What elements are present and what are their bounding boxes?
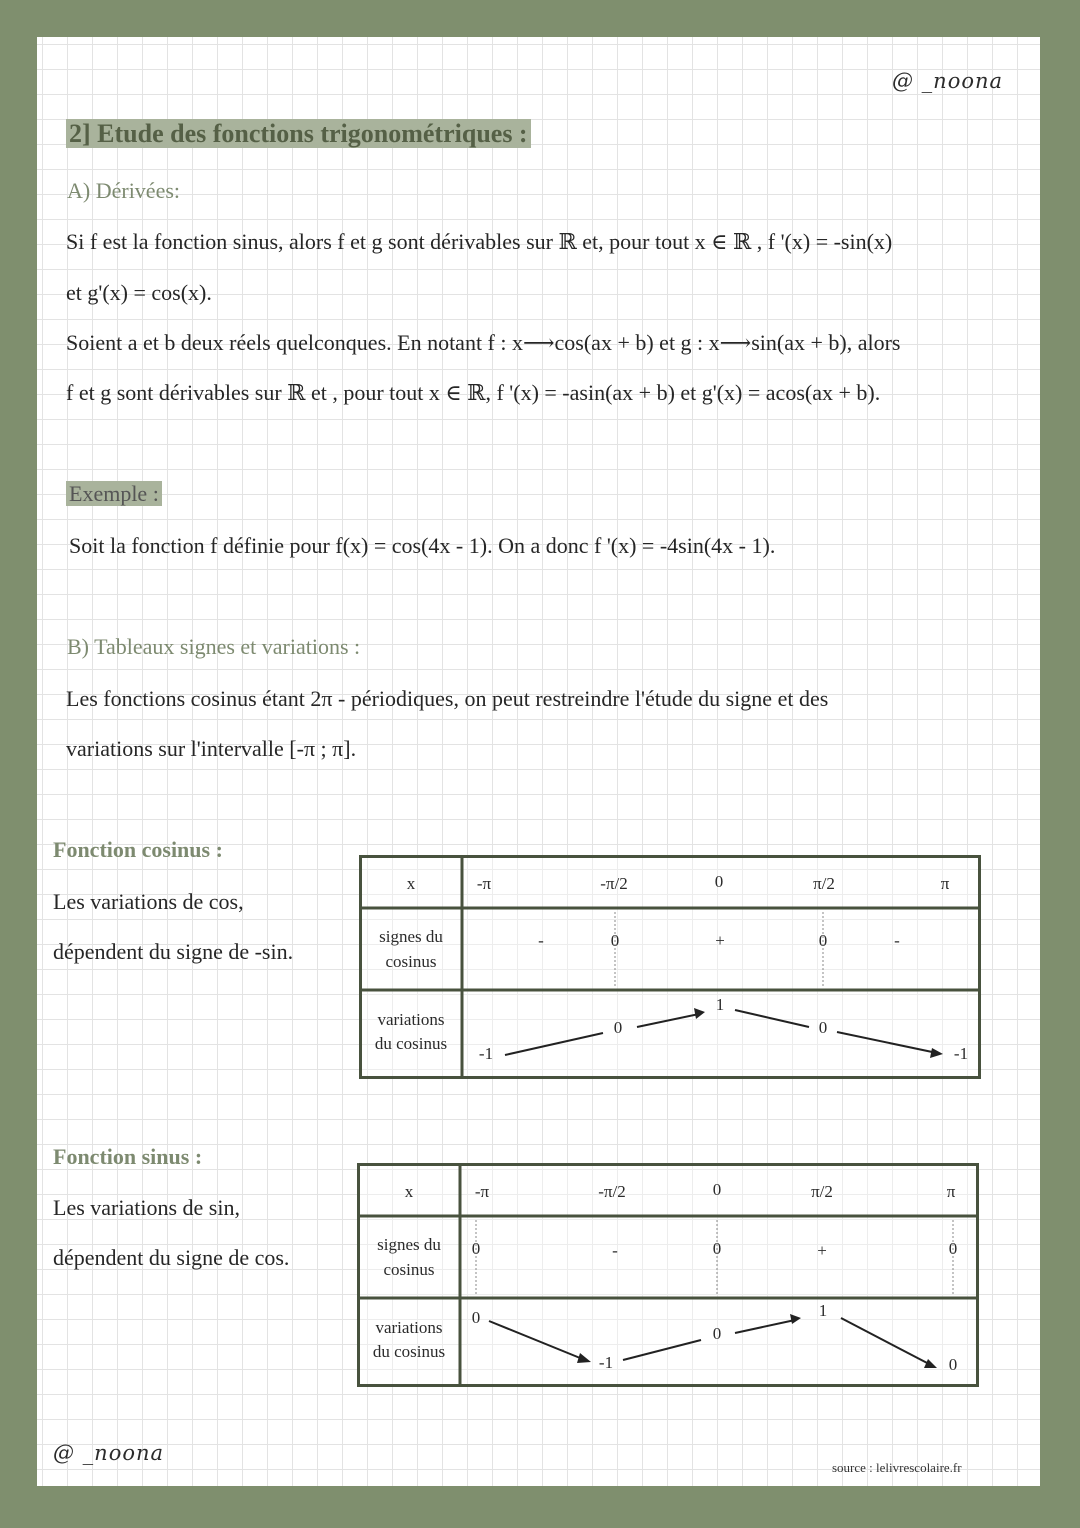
sin-x-value: 0 (712, 1180, 722, 1199)
tableaux-line-1: Les fonctions cosinus étant 2π - périodiques, on peut restreindre l'étude du signe et des (66, 686, 829, 711)
derivees-line-3: Soient a et b deux réels quelconques. En notant f : x⟶cos(ax + b) et g : x⟶sin(ax + b), alors (66, 330, 901, 355)
cos-var-value: 0 (818, 1018, 828, 1037)
sin-x-value: -π/2 (598, 1182, 626, 1201)
sin-var-value: 0 (948, 1355, 958, 1374)
sin-sign-label-2: cosinus (383, 1260, 435, 1279)
sinus-title: Fonction sinus : (53, 1144, 203, 1169)
cos-x-value: π/2 (813, 874, 835, 893)
source-credit: source : lelivrescolaire.fr (832, 1460, 962, 1475)
cosinus-desc-2: dépendent du signe de -sin. (53, 939, 294, 964)
cos-x-value: -π (476, 874, 492, 893)
sin-var-value: -1 (598, 1353, 614, 1372)
sin-var-label-1: variations (375, 1318, 443, 1337)
cosinus-title: Fonction cosinus : (53, 837, 223, 862)
sin-var-value: 0 (471, 1308, 481, 1327)
cos-sign: 0 (818, 931, 828, 950)
derivees-line-4: f et g sont dérivables sur ℝ et , pour tout x ∈ ℝ, f '(x) = -asin(ax + b) et g'(x) = acos(ax + b). (66, 380, 881, 405)
cosinus-desc-1: Les variations de cos, (53, 889, 244, 914)
cos-var-label-1: variations (377, 1010, 445, 1029)
sin-var-label-2: du cosinus (372, 1342, 446, 1361)
exemple-label: Exemple : (66, 481, 162, 507)
cos-x-value: 0 (714, 872, 724, 891)
sin-x-value: π (946, 1182, 956, 1201)
signature-top: @ _noona (892, 69, 1004, 93)
derivees-heading: A) Dérivées: (67, 178, 181, 203)
cos-sign: + (715, 931, 725, 950)
tableaux-line-2: variations sur l'intervalle [-π ; π]. (66, 736, 357, 761)
cos-var-value: -1 (953, 1044, 969, 1063)
sin-sign: - (612, 1241, 618, 1260)
sin-x-value: π/2 (811, 1182, 833, 1201)
cos-x-value: -π/2 (600, 874, 628, 893)
cosinus-table-svg (359, 855, 981, 1079)
cos-var-value: 1 (715, 995, 725, 1014)
sin-x-value: -π (474, 1182, 490, 1201)
tableaux-heading: B) Tableaux signes et variations : (67, 634, 361, 659)
sin-sign: + (817, 1241, 827, 1260)
cos-sign: - (894, 931, 900, 950)
cos-x-label: x (406, 874, 416, 893)
cos-var-label-2: du cosinus (374, 1034, 448, 1053)
cos-sign: 0 (610, 931, 620, 950)
sinus-desc-2: dépendent du signe de cos. (53, 1245, 290, 1270)
cos-sign-label-2: cosinus (385, 952, 437, 971)
sin-var-value: 1 (818, 1301, 828, 1320)
sin-sign: 0 (948, 1239, 958, 1258)
sin-var-value: 0 (712, 1324, 722, 1343)
sin-x-label: x (404, 1182, 414, 1201)
cos-var-value: 0 (613, 1018, 623, 1037)
cos-sign-label-1: signes du (379, 927, 443, 946)
derivees-line-2: et g'(x) = cos(x). (66, 280, 212, 305)
sin-sign: 0 (712, 1239, 722, 1258)
sinus-table (357, 1163, 979, 1387)
sin-sign-label-1: signes du (377, 1235, 441, 1254)
sin-sign: 0 (471, 1239, 481, 1258)
cos-x-value: π (940, 874, 950, 893)
cos-sign: - (538, 931, 544, 950)
cosinus-table (359, 855, 981, 1079)
cos-var-value: -1 (478, 1044, 494, 1063)
exemple-text: Soit la fonction f définie pour f(x) = cos(4x - 1). On a donc f '(x) = -4sin(4x - 1). (69, 533, 776, 558)
notebook-sheet (37, 37, 1040, 1486)
signature-bottom: @ _noona (53, 1441, 165, 1465)
sinus-desc-1: Les variations de sin, (53, 1195, 240, 1220)
derivees-line-1: Si f est la fonction sinus, alors f et g sont dérivables sur ℝ et, pour tout x ∈ ℝ , f '(x) = -sin(x) (66, 229, 893, 254)
sinus-table-svg (357, 1163, 979, 1387)
section-title: 2] Etude des fonctions trigonométriques : (66, 119, 531, 149)
